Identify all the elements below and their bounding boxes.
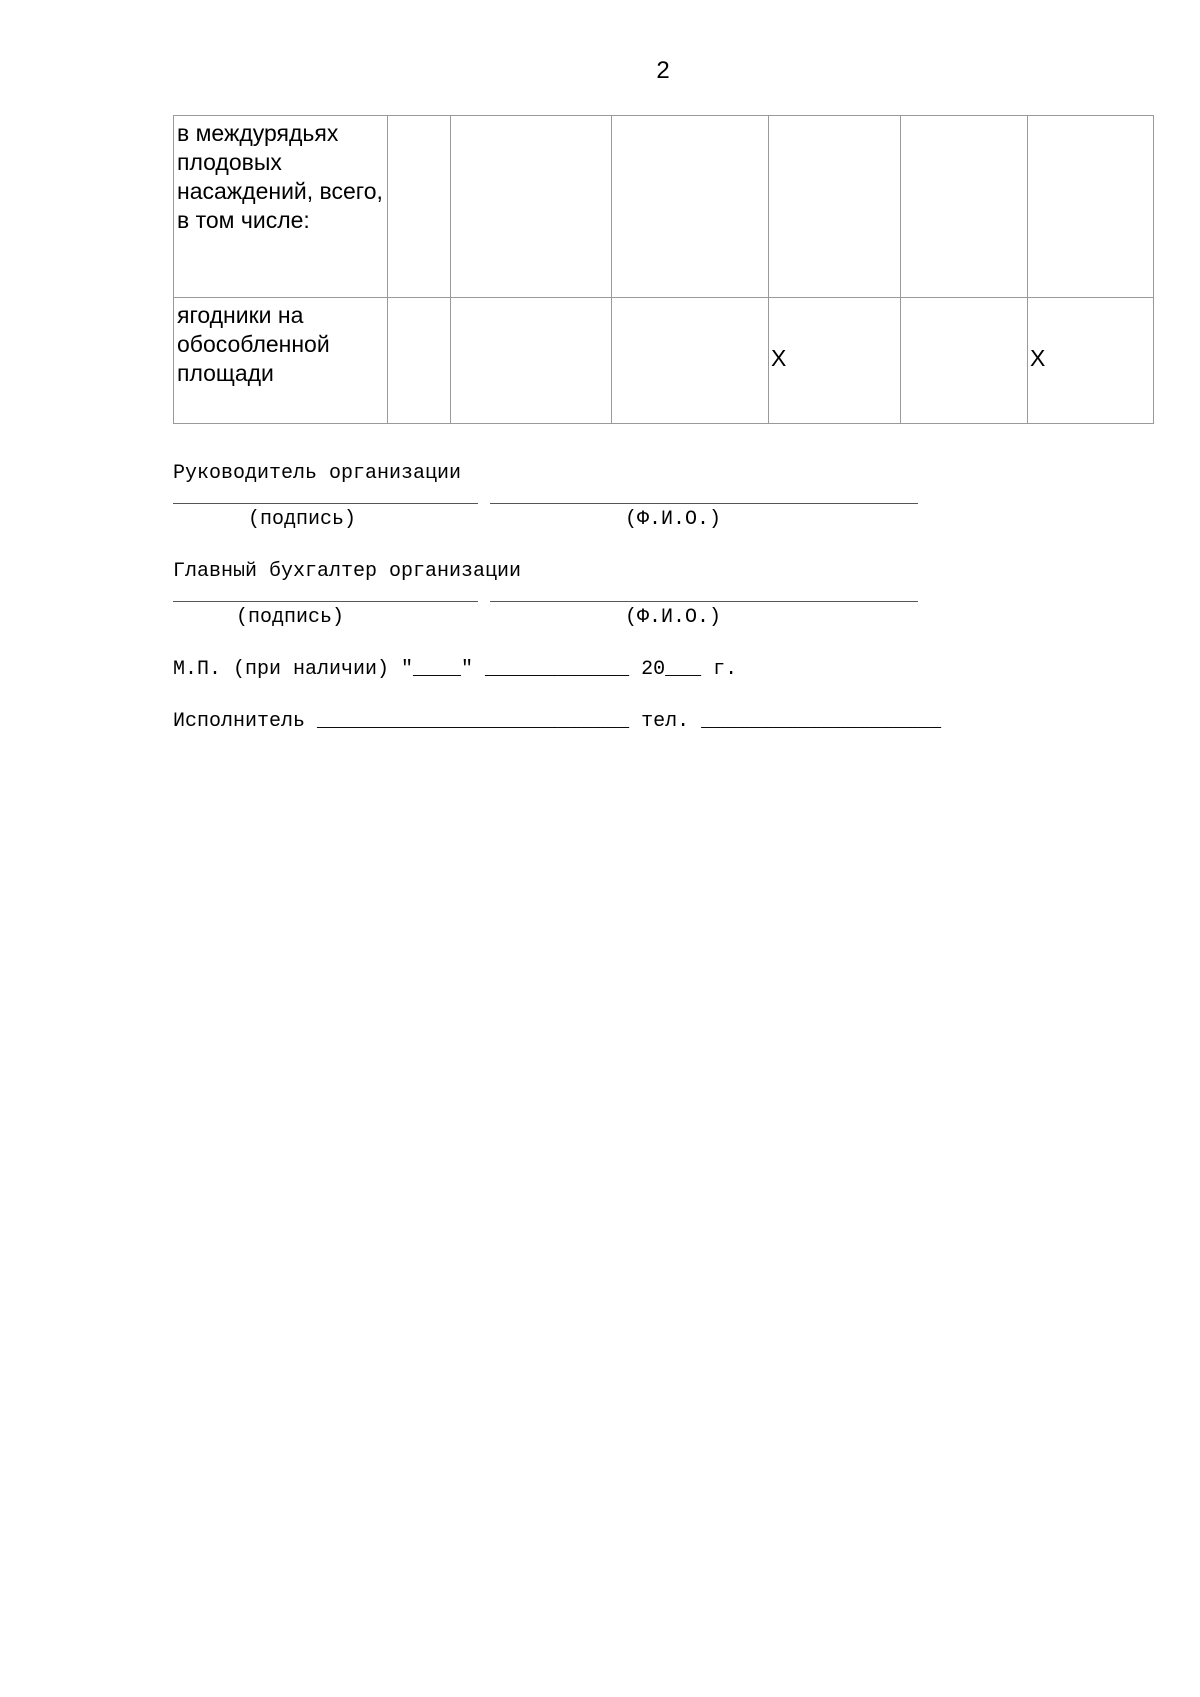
- table-row: [174, 298, 1154, 424]
- table-cell: [451, 298, 612, 424]
- table-cell: [901, 298, 1028, 424]
- accountant-signature-line: [173, 601, 478, 602]
- table-cell: [612, 298, 769, 424]
- head-title: Руководитель организации: [173, 462, 462, 485]
- head-name-line: [490, 503, 918, 504]
- table-cell: [388, 298, 451, 424]
- accountant-name-caption: (Ф.И.О.): [625, 606, 722, 629]
- executor-line: Исполнитель __________________________ тел. ____________________: [173, 710, 942, 733]
- head-name-caption: (Ф.И.О.): [625, 508, 722, 531]
- head-signature-line: [173, 503, 478, 504]
- accountant-name-line: [490, 601, 918, 602]
- stamp-date-line: М.П. (при наличии) "____" ____________ 20___ г.: [173, 658, 738, 681]
- page-number: 2: [656, 57, 670, 84]
- table-cell-x-mark: X: [1028, 298, 1154, 424]
- row-label: ягодники на обособленной площади: [174, 298, 388, 424]
- row-label: в междурядьях плодовых насаждений, всего, в том числе:: [174, 116, 388, 298]
- table-cell-x-mark: X: [769, 298, 901, 424]
- accountant-sign-caption: (подпись): [236, 606, 345, 629]
- table-cell: [388, 116, 451, 298]
- head-sign-caption: (подпись): [248, 508, 357, 531]
- table-cell: [612, 116, 769, 298]
- table-row: [174, 116, 1154, 298]
- table-cell: [901, 116, 1028, 298]
- accountant-title: Главный бухгалтер организации: [173, 560, 522, 583]
- form-table: [173, 115, 1154, 424]
- table-cell: [1028, 116, 1154, 298]
- table-cell: [769, 116, 901, 298]
- table-cell: [451, 116, 612, 298]
